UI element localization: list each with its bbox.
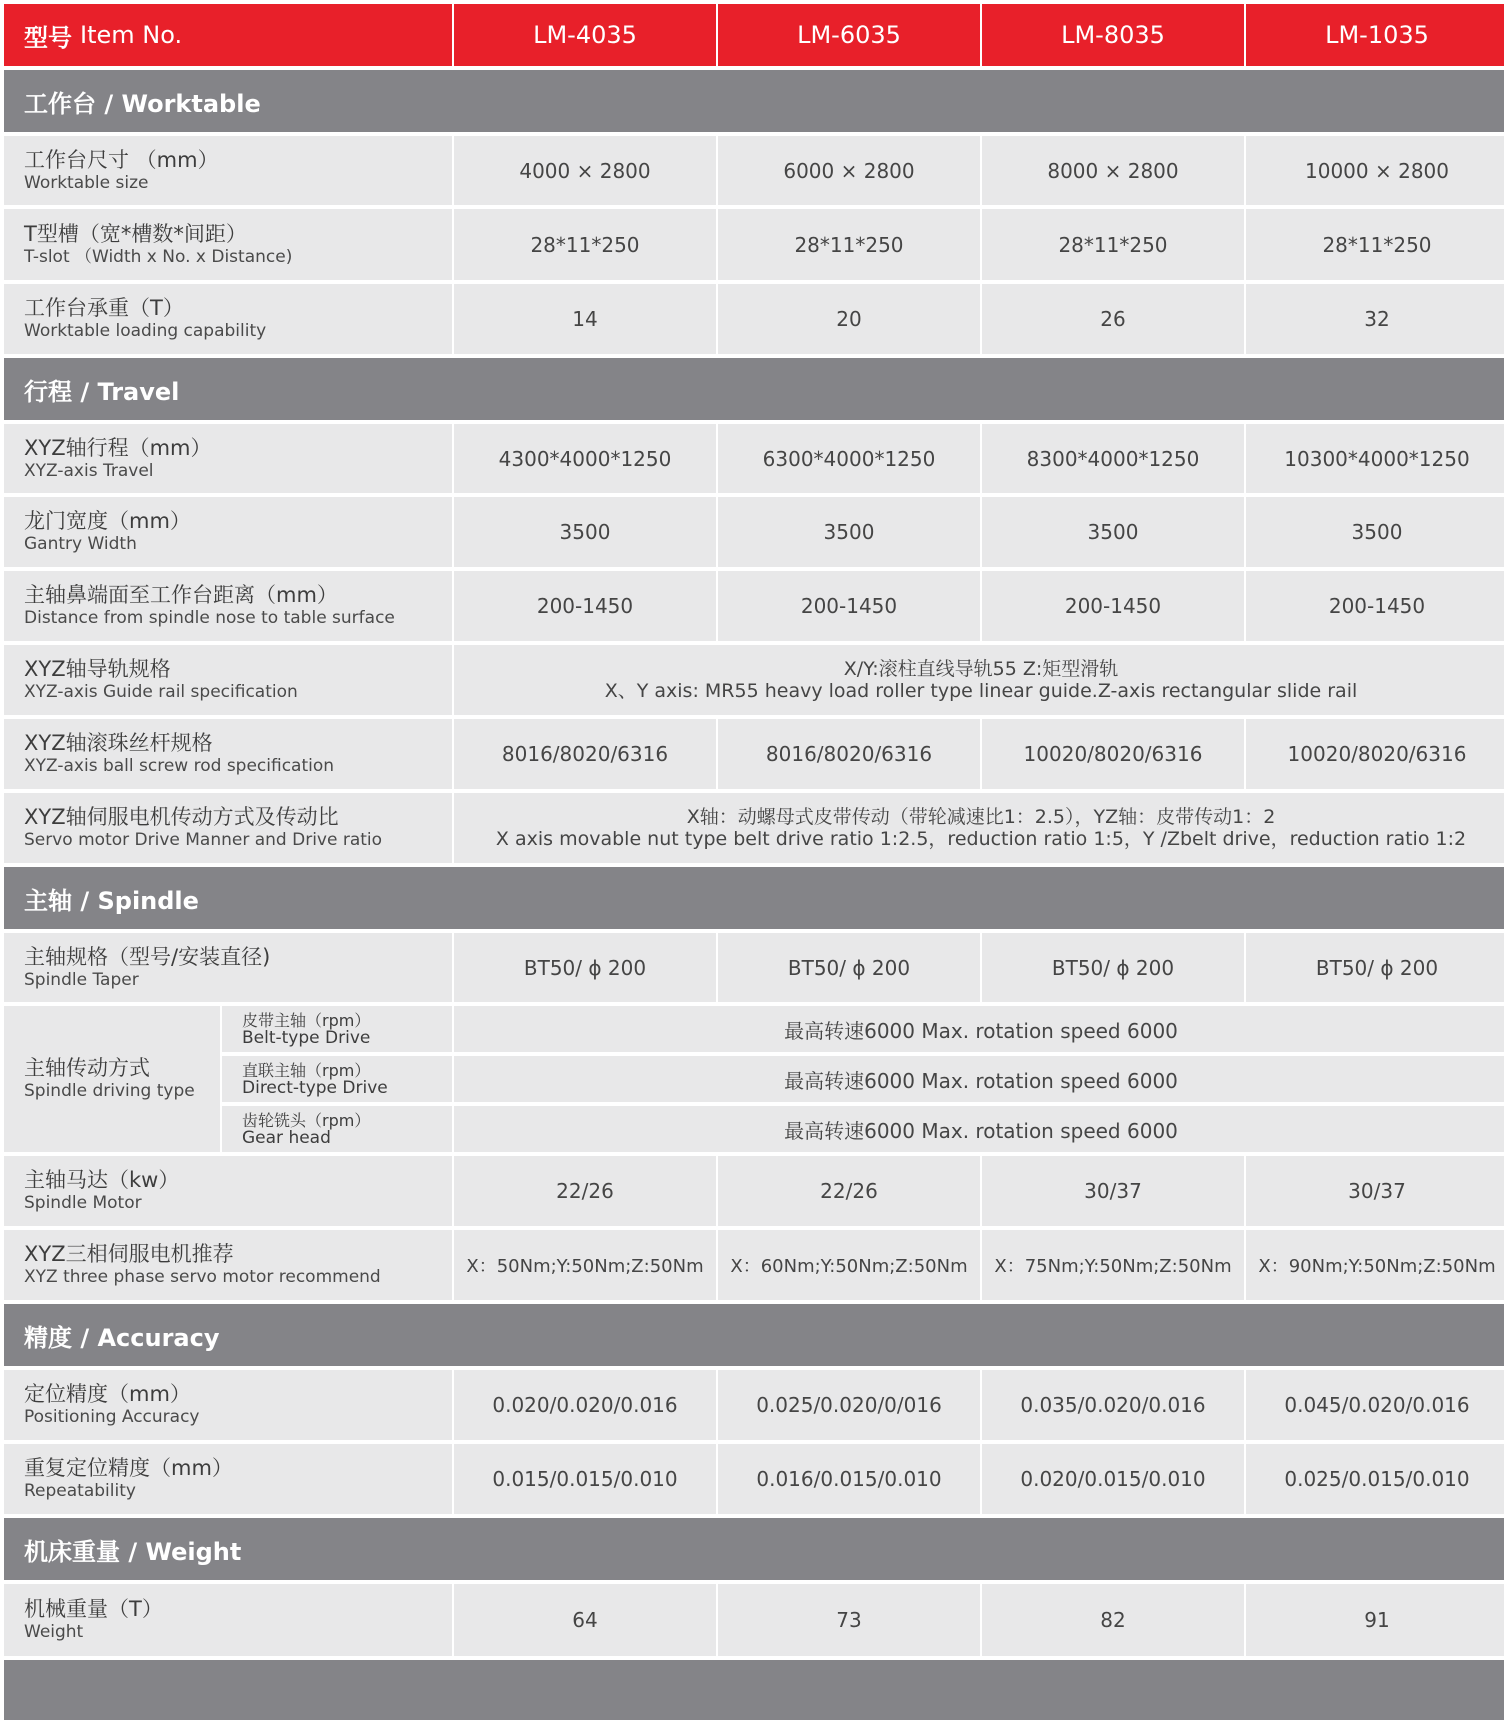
value-cell: X：75Nm;Y:50Nm;Z:50Nm bbox=[982, 1230, 1244, 1300]
section-accuracy: 精度 / Accuracy bbox=[4, 1304, 1504, 1366]
value-cell: 30/37 bbox=[1246, 1156, 1504, 1226]
sub-label-belt bbox=[222, 1006, 452, 1052]
label-en: Spindle Motor bbox=[24, 1193, 142, 1213]
item-no-cn: 型号 bbox=[24, 23, 72, 52]
value-cell: X：90Nm;Y:50Nm;Z:50Nm bbox=[1246, 1230, 1504, 1300]
value-cell: BT50/ ϕ 200 bbox=[718, 933, 980, 1002]
label-cn: XYZ轴伺服电机传动方式及传动比 bbox=[24, 805, 339, 829]
merged-value-cell: 最高转速6000 Max. rotation speed 6000 bbox=[454, 1106, 1504, 1152]
value-cell: 0.025/0.015/0.010 bbox=[1246, 1444, 1504, 1514]
label-cn: 工作台承重（T） bbox=[24, 296, 184, 320]
value-cell: 8016/8020/6316 bbox=[718, 719, 980, 789]
value-cell: 4300*4000*1250 bbox=[454, 424, 716, 493]
value-cell: 10300*4000*1250 bbox=[1246, 424, 1504, 493]
row-label bbox=[4, 1230, 452, 1300]
row-label bbox=[4, 284, 452, 354]
row-label bbox=[4, 1156, 452, 1226]
label-en: XYZ-axis Travel bbox=[24, 460, 154, 481]
value-cell: 28*11*250 bbox=[454, 209, 716, 280]
label-cn: 机械重量（T） bbox=[24, 1597, 163, 1621]
value-cell: 6000 × 2800 bbox=[718, 136, 980, 205]
section-weight: 机床重量 / Weight bbox=[4, 1518, 1504, 1580]
label-en: Worktable loading capability bbox=[24, 321, 267, 341]
label-cn: T型槽（宽*槽数*间距） bbox=[24, 221, 247, 246]
row-label bbox=[4, 1444, 452, 1514]
merged-line-en: X axis movable nut type belt drive ratio 1:2.5，reduction ratio 1:5，Y /Zbelt drive，reduction ratio 1:2 bbox=[495, 828, 1467, 850]
row-label bbox=[4, 793, 452, 863]
label-cn: 工作台尺寸 （mm） bbox=[24, 147, 219, 172]
value-cell: 10000 × 2800 bbox=[1246, 136, 1504, 205]
value-cell: 3500 bbox=[718, 497, 980, 567]
value-cell: 0.020/0.015/0.010 bbox=[982, 1444, 1244, 1514]
label-cn: 定位精度（mm） bbox=[24, 1382, 191, 1406]
row-label bbox=[4, 209, 452, 280]
row-label bbox=[4, 1370, 452, 1440]
sub-label-gear bbox=[222, 1106, 452, 1152]
label-en: Gantry Width bbox=[24, 534, 137, 554]
merged-line-cn: X轴：动螺母式皮带传动（带轮减速比1：2.5），YZ轴：皮带传动1：2 bbox=[686, 806, 1276, 828]
item-no-header bbox=[4, 4, 452, 66]
label-en: Repeatability bbox=[24, 1481, 136, 1501]
sub-label-en: Gear head bbox=[242, 1127, 331, 1148]
label-cn: XYZ三相伺服电机推荐 bbox=[24, 1242, 234, 1266]
label-en: Worktable size bbox=[24, 172, 149, 193]
sub-label-cn: 直联主轴（rpm） bbox=[242, 1060, 371, 1080]
value-cell: 82 bbox=[982, 1584, 1244, 1656]
model-header: LM-8035 bbox=[982, 4, 1244, 66]
value-cell: 200-1450 bbox=[982, 571, 1244, 641]
value-cell: 10020/8020/6316 bbox=[1246, 719, 1504, 789]
value-cell: 200-1450 bbox=[454, 571, 716, 641]
row-label bbox=[4, 1584, 452, 1656]
label-en: Spindle driving type bbox=[24, 1081, 195, 1101]
row-label bbox=[4, 571, 452, 641]
value-cell: 3500 bbox=[982, 497, 1244, 567]
label-en: XYZ-axis Guide rail specification bbox=[24, 682, 298, 702]
value-cell: 0.015/0.015/0.010 bbox=[454, 1444, 716, 1514]
value-cell: 200-1450 bbox=[718, 571, 980, 641]
value-cell: 8300*4000*1250 bbox=[982, 424, 1244, 493]
row-label bbox=[4, 933, 452, 1002]
value-cell: 6300*4000*1250 bbox=[718, 424, 980, 493]
value-cell: 91 bbox=[1246, 1584, 1504, 1656]
row-label bbox=[4, 719, 452, 789]
value-cell: 3500 bbox=[1246, 497, 1504, 567]
item-no-en: Item No. bbox=[80, 21, 183, 49]
value-cell: 22/26 bbox=[454, 1156, 716, 1226]
merged-value-cell: 最高转速6000 Max. rotation speed 6000 bbox=[454, 1056, 1504, 1102]
value-cell: BT50/ ϕ 200 bbox=[982, 933, 1244, 1002]
label-cn: XYZ轴导轨规格 bbox=[24, 657, 171, 681]
value-cell: 14 bbox=[454, 284, 716, 354]
label-cn: 龙门宽度（mm） bbox=[24, 509, 191, 533]
sub-label-cn: 齿轮铣头（rpm） bbox=[242, 1110, 371, 1130]
label-en: XYZ three phase servo motor recommend bbox=[24, 1267, 381, 1287]
label-cn: 主轴规格（型号/安装直径) bbox=[24, 944, 271, 969]
section-travel: 行程 / Travel bbox=[4, 358, 1504, 420]
model-header: LM-6035 bbox=[718, 4, 980, 66]
label-cn: 主轴传动方式 bbox=[24, 1056, 150, 1080]
spec-table bbox=[4, 4, 1500, 1716]
value-cell: BT50/ ϕ 200 bbox=[454, 933, 716, 1002]
value-cell: 0.045/0.020/0.016 bbox=[1246, 1370, 1504, 1440]
value-cell: 0.035/0.020/0.016 bbox=[982, 1370, 1244, 1440]
value-cell: 30/37 bbox=[982, 1156, 1244, 1226]
row-label bbox=[4, 424, 452, 493]
value-cell: 0.025/0.020/0/016 bbox=[718, 1370, 980, 1440]
value-cell: 8016/8020/6316 bbox=[454, 719, 716, 789]
value-cell: 20 bbox=[718, 284, 980, 354]
row-label bbox=[4, 136, 452, 205]
value-cell: X：50Nm;Y:50Nm;Z:50Nm bbox=[454, 1230, 716, 1300]
label-en: Positioning Accuracy bbox=[24, 1407, 200, 1427]
merged-value-cell bbox=[454, 645, 1504, 715]
label-en: Distance from spindle nose to table surface bbox=[24, 608, 395, 628]
label-cn: XYZ轴行程（mm） bbox=[24, 435, 212, 460]
spindle-driving-label bbox=[4, 1006, 220, 1152]
merged-line-cn: X/Y:滚柱直线导轨55 Z:矩型滑轨 bbox=[843, 658, 1119, 680]
value-cell: 28*11*250 bbox=[982, 209, 1244, 280]
value-cell: 4000 × 2800 bbox=[454, 136, 716, 205]
label-cn: 重复定位精度（mm） bbox=[24, 1456, 233, 1480]
row-label bbox=[4, 497, 452, 567]
value-cell: 8000 × 2800 bbox=[982, 136, 1244, 205]
sub-label-en: Belt-type Drive bbox=[242, 1027, 371, 1048]
section-worktable: 工作台 / Worktable bbox=[4, 70, 1504, 132]
value-cell: 200-1450 bbox=[1246, 571, 1504, 641]
sub-label-cn: 皮带主轴（rpm） bbox=[242, 1010, 371, 1030]
merged-value-cell: 最高转速6000 Max. rotation speed 6000 bbox=[454, 1006, 1504, 1052]
model-header: LM-4035 bbox=[454, 4, 716, 66]
label-en: XYZ-axis ball screw rod specification bbox=[24, 756, 335, 776]
label-en: Servo motor Drive Manner and Drive ratio bbox=[24, 830, 383, 850]
value-cell: 10020/8020/6316 bbox=[982, 719, 1244, 789]
label-cn: 主轴马达（kw） bbox=[24, 1168, 180, 1192]
value-cell: 28*11*250 bbox=[1246, 209, 1504, 280]
value-cell: 0.020/0.020/0.016 bbox=[454, 1370, 716, 1440]
footer-band bbox=[4, 1660, 1504, 1720]
value-cell: 0.016/0.015/0.010 bbox=[718, 1444, 980, 1514]
merged-value-cell bbox=[454, 793, 1504, 863]
value-cell: 73 bbox=[718, 1584, 980, 1656]
label-en: Spindle Taper bbox=[24, 969, 139, 990]
value-cell: 22/26 bbox=[718, 1156, 980, 1226]
model-header: LM-1035 bbox=[1246, 4, 1504, 66]
label-en: T-slot （Width x No. x Distance) bbox=[24, 246, 293, 267]
label-en: Weight bbox=[24, 1622, 84, 1642]
sub-label-direct bbox=[222, 1056, 452, 1102]
row-label bbox=[4, 645, 452, 715]
sub-label-en: Direct-type Drive bbox=[242, 1077, 388, 1098]
merged-line-en: X、Y axis: MR55 heavy load roller type linear guide.Z-axis rectangular slide rail bbox=[604, 680, 1358, 702]
value-cell: 26 bbox=[982, 284, 1244, 354]
value-cell: BT50/ ϕ 200 bbox=[1246, 933, 1504, 1002]
value-cell: 64 bbox=[454, 1584, 716, 1656]
value-cell: X：60Nm;Y:50Nm;Z:50Nm bbox=[718, 1230, 980, 1300]
label-cn: XYZ轴滚珠丝杆规格 bbox=[24, 731, 213, 755]
section-spindle: 主轴 / Spindle bbox=[4, 867, 1504, 929]
value-cell: 3500 bbox=[454, 497, 716, 567]
value-cell: 32 bbox=[1246, 284, 1504, 354]
value-cell: 28*11*250 bbox=[718, 209, 980, 280]
label-cn: 主轴鼻端面至工作台距离（mm） bbox=[24, 583, 338, 607]
